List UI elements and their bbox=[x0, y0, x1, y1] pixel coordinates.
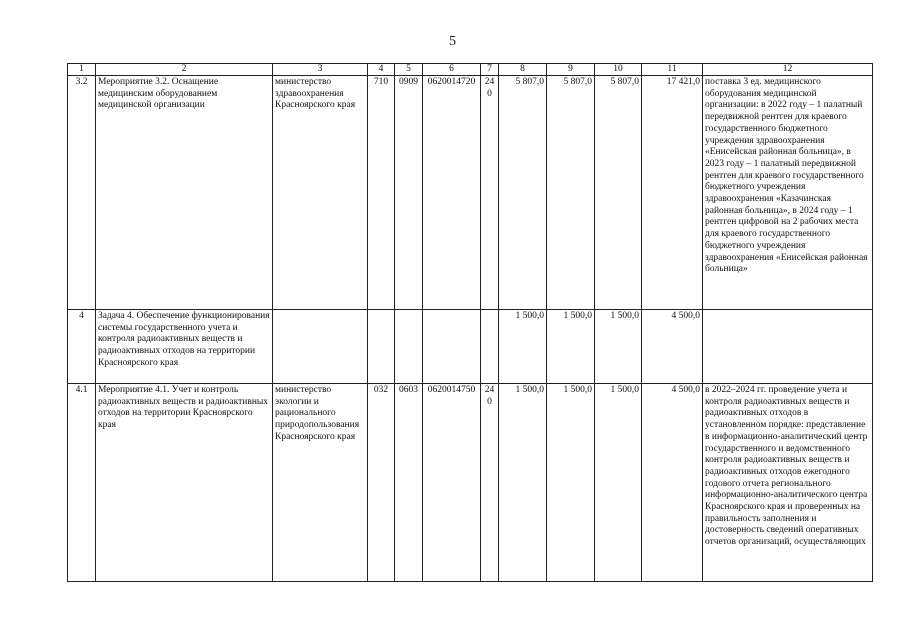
value-total: 4 500,0 bbox=[642, 384, 703, 582]
value-total: 17 421,0 bbox=[642, 76, 703, 310]
code-section bbox=[395, 310, 423, 384]
table-row-4 bbox=[68, 310, 873, 384]
col-header-4: 4 bbox=[368, 64, 395, 76]
col-header-9: 9 bbox=[547, 64, 595, 76]
code-grbs bbox=[368, 310, 395, 384]
executor: министерство экологии и рационального природопользования Красноярского края bbox=[273, 384, 368, 582]
col-header-10: 10 bbox=[595, 64, 642, 76]
value-year-2: 1 500,0 bbox=[547, 384, 595, 582]
code-expense-type: 240 bbox=[481, 76, 499, 310]
col-header-6: 6 bbox=[423, 64, 481, 76]
expected-result bbox=[703, 310, 873, 384]
page-number: 5 bbox=[449, 34, 456, 49]
header-row bbox=[68, 64, 873, 76]
task-name: Задача 4. Обеспечение функционирования системы государственного учета и контроля радиоактивных веществ и радиоактивных отходов на территории Красноярского края bbox=[96, 310, 273, 384]
value-year-1: 1 500,0 bbox=[499, 384, 547, 582]
code-expense-type: 240 bbox=[481, 384, 499, 582]
row-number: 4.1 bbox=[68, 384, 96, 582]
col-header-5: 5 bbox=[395, 64, 423, 76]
expected-result: поставка 3 ед. медицинского оборудования медицинской организации: в 2022 году – 1 палатный передвижной рентген для краевого государственного бюджетного учреждения здравоохранения «Енисейская районная больница», в 2023 году – 1 палатный передвижной рентген для краевого государственного бюджетного учреждения здравоохранения «Казачинская районная больница», в 2024 году – 1 рентген цифровой на 2 рабочих места для краевого государственного бюджетного учреждения здравоохранения «Енисейская районная больница» bbox=[703, 76, 873, 310]
value-year-1: 1 500,0 bbox=[499, 310, 547, 384]
code-section: 0603 bbox=[395, 384, 423, 582]
value-total: 4 500,0 bbox=[642, 310, 703, 384]
col-header-12: 12 bbox=[703, 64, 873, 76]
code-target bbox=[423, 310, 481, 384]
code-section: 0909 bbox=[395, 76, 423, 310]
col-header-2: 2 bbox=[96, 64, 273, 76]
col-header-7: 7 bbox=[481, 64, 499, 76]
table-row-3-2 bbox=[68, 76, 873, 310]
expected-result: в 2022–2024 гг. проведение учета и контроля радиоактивных веществ и радиоактивных отходов в установленном порядке: представление в информационно-аналитический центр государственного и ведомственного контроля радиоактивных веществ и радиоактивных отходов ежегодного годового отчета регионального информационно-аналитического центра Красноярского края и проверенных на правильность заполнения и достоверность сведений оперативных отчетов организаций, осуществляющих bbox=[703, 384, 873, 582]
code-grbs: 710 bbox=[368, 76, 395, 310]
executor bbox=[273, 310, 368, 384]
row-number: 4 bbox=[68, 310, 96, 384]
value-year-2: 1 500,0 bbox=[547, 310, 595, 384]
value-year-2: 5 807,0 bbox=[547, 76, 595, 310]
code-target: 0620014720 bbox=[423, 76, 481, 310]
program-table bbox=[67, 63, 873, 582]
col-header-3: 3 bbox=[273, 64, 368, 76]
value-year-3: 1 500,0 bbox=[595, 310, 642, 384]
code-expense-type bbox=[481, 310, 499, 384]
activity-name: Мероприятие 3.2. Оснащение медицинским оборудованием медицинской организации bbox=[96, 76, 273, 310]
value-year-3: 5 807,0 bbox=[595, 76, 642, 310]
table-row-4-1 bbox=[68, 384, 873, 582]
col-header-11: 11 bbox=[642, 64, 703, 76]
code-grbs: 032 bbox=[368, 384, 395, 582]
value-year-3: 1 500,0 bbox=[595, 384, 642, 582]
activity-name: Мероприятие 4.1. Учет и контроль радиоактивных веществ и радиоактивных отходов на территории Красноярского края bbox=[96, 384, 273, 582]
executor: министерство здравоохранения Красноярского края bbox=[273, 76, 368, 310]
value-year-1: 5 807,0 bbox=[499, 76, 547, 310]
code-target: 0620014750 bbox=[423, 384, 481, 582]
row-number: 3.2 bbox=[68, 76, 96, 310]
col-header-8: 8 bbox=[499, 64, 547, 76]
col-header-1: 1 bbox=[68, 64, 96, 76]
